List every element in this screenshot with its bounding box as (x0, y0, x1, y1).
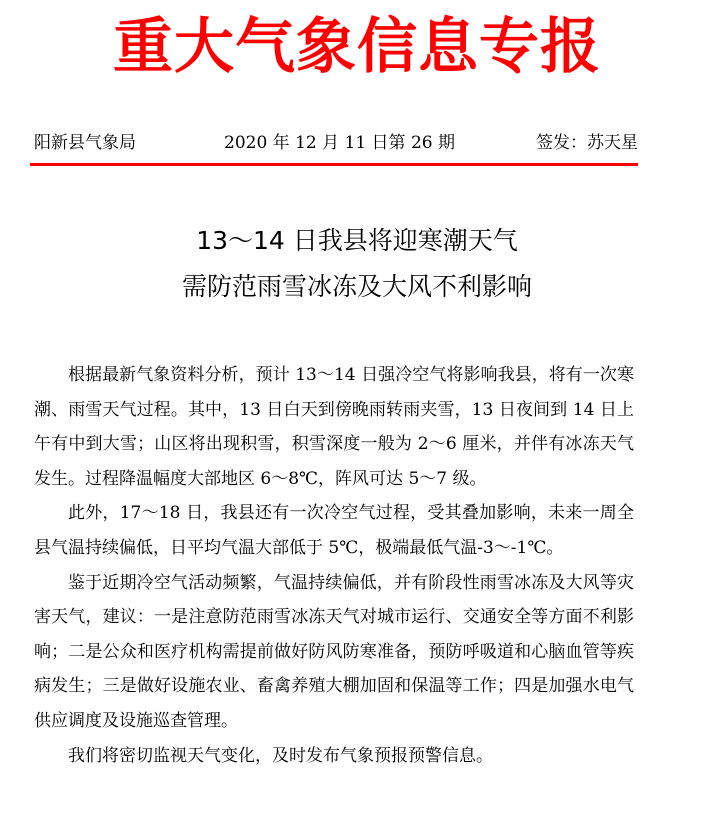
headline-line-1: 13～14 日我县将迎寒潮天气 (196, 226, 518, 255)
issue-date-number: 2020 年 12 月 11 日第 26 期 (224, 133, 455, 153)
paragraph-forecast: 根据最新气象资料分析，预计 13～14 日强冷空气将影响我县，将有一次寒潮、雨雪天气过程。其中，13 日白天到傍晚雨转雨夹雪，13 日夜间到 14 日上午有中到大雪；山区将出现积雪，积雪深度一般为 2～6 厘米，并伴有冰冻天气发生。过程降温幅度大部地区 6～8℃，阵风可达 5～7 级。 (34, 365, 634, 489)
paragraph-closing: 我们将密切监视天气变化，及时发布气象预报预警信息。 (68, 745, 493, 766)
header-divider (30, 163, 638, 166)
page-title: 重大气象信息专报 (113, 12, 601, 82)
paragraph-followup-cold: 此外，17～18 日，我县还有一次冷空气过程，受其叠加影响，未来一周全县气温持续偏低，日平均气温大部低于 5℃，极端最低气温-3～-1℃。 (34, 503, 634, 558)
signer-label: 签发：苏天星 (536, 133, 638, 153)
paragraph-recommendations: 鉴于近期冷空气活动频繁，气温持续偏低，并有阶段性雨雪冰冻及大风等灾害天气，建议：一是注意防范雨雪冰冻天气对城市运行、交通安全等方面不利影响；二是公众和医疗机构需提前做好防风防寒准备，预防呼吸道和心脑血管等疾病发生；三是做好设施农业、畜禽养殖大棚加固和保温等工作；四是加强水电气供应调度及设施巡查管理。 (34, 572, 634, 731)
headline-line-2: 需防范雨雪冰冻及大风不利影响 (181, 272, 532, 301)
body-text (34, 358, 634, 773)
issue-meta-row (34, 128, 638, 158)
issuer-label: 阳新县气象局 (34, 133, 136, 153)
